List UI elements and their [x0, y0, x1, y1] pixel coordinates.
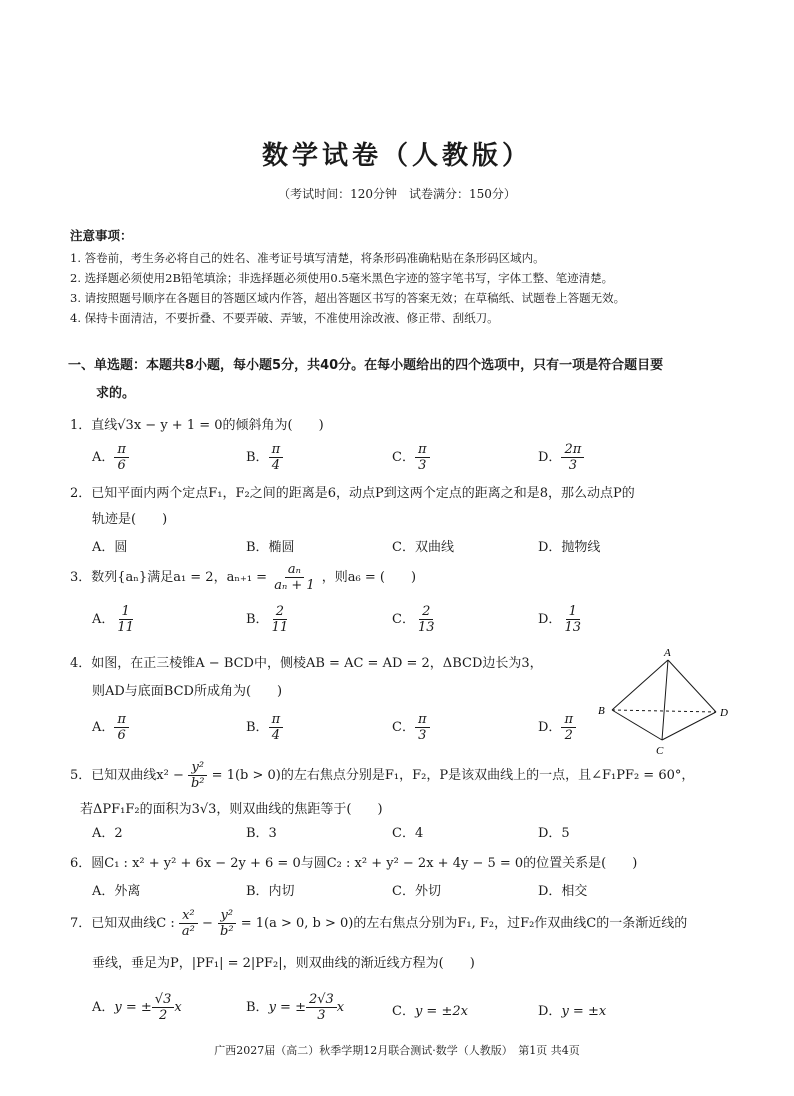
option-c: C．y = ±2x: [392, 1004, 468, 1019]
question-4-stem: 4．如图，在正三棱锥A − BCD中，侧棱AB = AC = AD = 2，ΔBCD边长为3，: [70, 656, 543, 671]
question-1-stem: 1．直线√3x − y + 1 = 0的倾斜角为( ): [70, 418, 324, 433]
option-d: D．5: [538, 826, 570, 841]
option-d: D．相交: [538, 884, 588, 899]
vertex-label-b: B: [598, 705, 605, 717]
option-d: D． $\frac{2\pi}{3}$: [538, 442, 584, 473]
option-c: C．4: [392, 826, 424, 841]
question-5-stem-cont: 若ΔPF₁F₂的面积为3√3，则双曲线的焦距等于( ): [80, 802, 383, 817]
option-b: B． $\frac{2}{11}$: [246, 604, 289, 635]
option-b: B．3: [246, 826, 277, 841]
option-a: A．y = ± $\frac{√3}{2}$ x: [92, 992, 182, 1023]
note-item: 4. 保持卡面清洁，不要折叠、不要弄破、弄皱，不准使用涂改液、修正带、刮纸刀。: [70, 311, 499, 325]
page-title: 数学试卷（人教版）: [261, 141, 532, 171]
section-heading-line: 求的。: [96, 386, 136, 401]
question-3-stem: 3．数列{aₙ}满足a₁ = 2，aₙ₊₁ = $\frac{\text{aₙ}}{\text{aₙ + 1}}$ ，则a₆ = ( ): [70, 562, 417, 593]
question-4-stem-cont: 则AD与底面BCD所成角为( ): [92, 684, 283, 699]
option-a: A． $\frac{1}{11}$: [92, 604, 134, 635]
question-5-stem: 5．已知双曲线x² − $\frac{\text{y²}}{\text{b²}}$ = 1(b > 0)的左右焦点分别是F₁，F₂，P是该双曲线上的一点，且∠F₁PF₂ = 60°，: [70, 760, 695, 791]
question-2-stem: 2．已知平面内两个定点F₁，F₂之间的距离是6，动点P到这两个定点的距离之和是8，那么动点P的: [70, 486, 635, 501]
question-2-stem-cont: 轨迹是( ): [92, 512, 168, 527]
option-b: B．内切: [246, 884, 295, 899]
option-c: C． $\frac{2}{13}$: [392, 604, 435, 635]
edge-ab: [612, 660, 668, 710]
option-c: C．外切: [392, 884, 441, 899]
question-6-stem: 6．圆C₁ : x² + y² + 6x − 2y + 6 = 0与圆C₂ : x² + y² − 2x + 4y − 5 = 0的位置关系是( ): [70, 856, 638, 871]
option-b: B．椭圆: [246, 540, 295, 555]
option-b: B．y = ± $\frac{2√3}{3}$ x: [246, 992, 345, 1023]
edge-cd: [662, 712, 716, 740]
option-b: B． $\frac{\pi}{4}$: [246, 442, 283, 473]
option-a: A． $\frac{\pi}{6}$: [92, 442, 129, 473]
vertex-label-c: C: [656, 745, 664, 756]
option-c: C．双曲线: [392, 540, 454, 555]
vertex-label-a: A: [664, 647, 671, 659]
note-item: 3. 请按照题号顺序在各题目的答题区域内作答，超出答题区书写的答案无效；在草稿纸、试题卷上答题无效。: [70, 291, 626, 305]
section-heading-line: 一、单选题：本题共8小题，每小题5分，共40分。在每小题给出的四个选项中，只有一项是符合题目要: [68, 358, 664, 373]
notes-block: [70, 226, 750, 328]
question-7-stem: 7．已知双曲线C : $\frac{\text{x²}}{\text{a²}}$ − $\frac{\text{y²}}{\text{b²}}$ = 1(a > 0, b > 0)的左右焦点分别为F₁, F₂，过F₂作双曲线C的一条渐近线的: [70, 908, 688, 939]
option-c: C． $\frac{\pi}{3}$: [392, 712, 430, 743]
edge-ad: [668, 660, 716, 712]
option-b: B． $\frac{\pi}{4}$: [246, 712, 283, 743]
option-c: C． $\frac{\pi}{3}$: [392, 442, 430, 473]
option-d: D．抛物线: [538, 540, 601, 555]
option-a: A． $\frac{\pi}{6}$: [92, 712, 129, 743]
question-7-stem-cont: 垂线，垂足为P，|PF₁| = 2|PF₂|，则双曲线的渐近线方程为( ): [92, 956, 475, 971]
page-footer: 广西2027届（高二）秋季学期12月联合测试·数学（人教版） 第1页 共4页: [214, 1044, 580, 1057]
pyramid-diagram: [596, 644, 740, 756]
notes-title: 注意事项：: [70, 228, 133, 243]
option-d: D． $\frac{1}{13}$: [538, 604, 581, 635]
edge-bc: [612, 710, 662, 740]
option-a: A．圆: [92, 540, 128, 555]
option-a: A．外离: [92, 884, 141, 899]
edge-ac: [662, 660, 668, 740]
note-item: 2. 选择题必须使用2B铅笔填涂；非选择题必须使用0.5毫米黑色字迹的签字笔书写，字体工整、笔迹清楚。: [70, 271, 614, 285]
section-heading: [68, 352, 758, 408]
exam-info: （考试时间：120分钟 试卷满分：150分）: [278, 187, 516, 201]
vertex-label-d: D: [720, 707, 728, 719]
option-d: D． $\frac{\pi}{2}$: [538, 712, 576, 743]
option-d: D．y = ±x: [538, 1004, 607, 1019]
note-item: 1. 答卷前，考生务必将自己的姓名、准考证号填写清楚，将条形码准确粘贴在条形码区域内。: [70, 251, 545, 265]
option-a: A．2: [92, 826, 123, 841]
